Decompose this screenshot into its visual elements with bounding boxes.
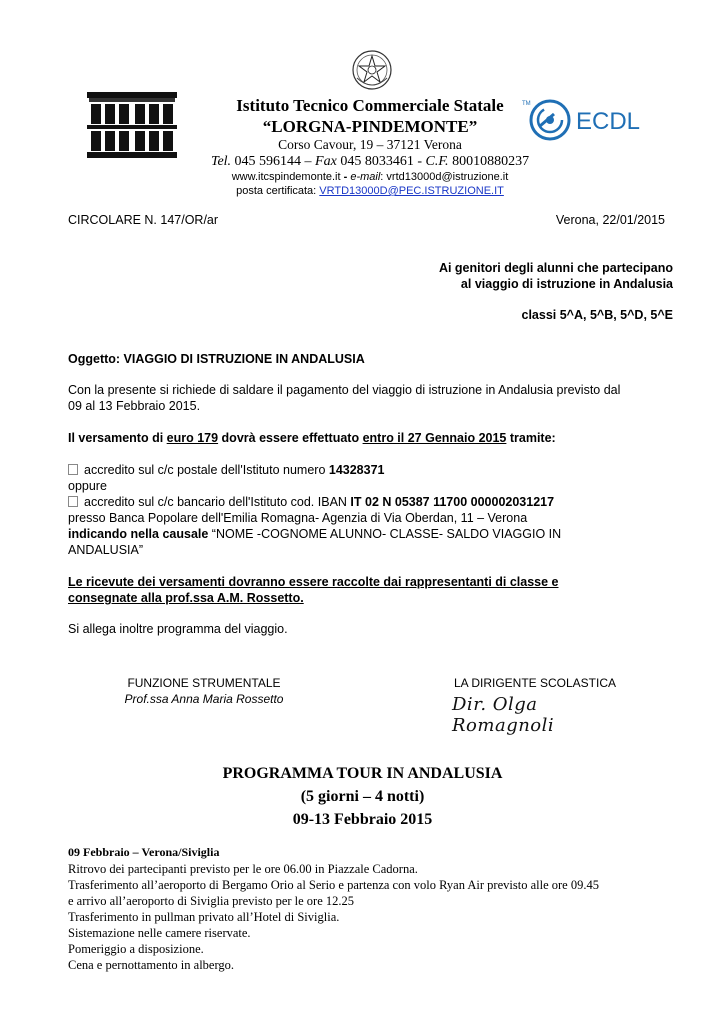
signature-right xyxy=(430,675,640,691)
option-bank-text: accredito sul c/c bancario dell'Istituto cod. IBAN xyxy=(84,495,351,509)
email-address[interactable]: : vrtd13000d@istruzione.it xyxy=(380,171,509,183)
pec-label: posta certificata: xyxy=(236,185,320,197)
web-email-line xyxy=(180,170,560,184)
pec-link[interactable]: VRTD13000D@PEC.ISTRUZIONE.IT xyxy=(319,185,504,197)
signature-left xyxy=(94,675,314,707)
program-title: PROGRAMMA TOUR IN ANDALUSIA xyxy=(222,765,503,782)
contact-phone-line xyxy=(180,153,560,170)
option-bank xyxy=(68,494,554,510)
letterhead xyxy=(0,0,725,200)
receipts-line2: consegnate alla prof.ssa A.M. Rossetto. xyxy=(68,591,304,605)
program-duration: (5 giorni – 4 notti) xyxy=(300,788,425,805)
option-postal-text: accredito sul c/c postale dell'Istituto numero xyxy=(84,463,329,477)
circolare-date: Verona, 22/01/2015 xyxy=(555,213,665,227)
receipts-line1: Le ricevute dei versamenti dovranno essere raccolte dai rappresentanti di classe e xyxy=(68,575,559,589)
recipients-line1: Ai genitori degli alunni che partecipano xyxy=(438,261,673,275)
ecdl-logo xyxy=(522,96,652,142)
checkbox-icon xyxy=(68,464,78,475)
handwritten-signature: Dir. Olga Romagnoli xyxy=(452,694,555,736)
school-building-logo xyxy=(87,92,177,158)
institute-address: Corso Cavour, 19 – 37121 Verona xyxy=(278,137,462,152)
right-role: LA DIRIGENTE SCOLASTICA xyxy=(453,676,617,690)
tel-label: Tel. xyxy=(210,154,232,169)
institute-subname: “LORGNA-PINDEMONTE” xyxy=(262,117,478,136)
payment-text-1: Il versamento di xyxy=(68,431,167,445)
causale-line xyxy=(68,526,561,542)
iban: IT 02 N 05387 11700 000002031217 xyxy=(350,495,555,509)
recipients-classes: classi 5^A, 5^B, 5^D, 5^E xyxy=(521,308,673,322)
attachment-note: Si allega inoltre programma del viaggio. xyxy=(68,622,288,636)
intro-line2: 09 al 13 Febbraio 2015. xyxy=(68,399,201,413)
email-label: e-mail xyxy=(350,171,381,183)
program-line: e arrivo all’aeroporto di Siviglia previsto per le ore 12.25 xyxy=(68,894,355,908)
program-line: Pomeriggio a disposizione. xyxy=(68,942,204,956)
postal-account-number: 14328371 xyxy=(328,463,385,477)
ecdl-tm: TM xyxy=(522,101,531,107)
institute-info xyxy=(180,95,560,198)
program-line: Sistemazione nelle camere riservate. xyxy=(68,926,251,940)
bank-details: presso Banca Popolare dell'Emilia Romagna- Agenzia di Via Oberdan, 11 – Verona xyxy=(68,511,528,525)
ecdl-wordmark: ECDL xyxy=(576,108,641,135)
oggetto: Oggetto: VIAGGIO DI ISTRUZIONE IN ANDALUSIA xyxy=(68,352,365,366)
circolare-number: CIRCOLARE N. 147/OR/ar xyxy=(68,213,219,227)
causale-line2: ANDALUSIA” xyxy=(68,543,144,557)
payment-text-3: tramite: xyxy=(506,431,556,445)
option-postal xyxy=(68,462,385,478)
payment-sentence xyxy=(68,430,556,446)
pec-line xyxy=(180,184,560,198)
left-role: FUNZIONE STRUMENTALE xyxy=(127,676,281,690)
program-line: Cena e pernottamento in albergo. xyxy=(68,958,235,972)
fax-number: 045 8033461 xyxy=(340,154,414,169)
italian-republic-emblem xyxy=(351,48,393,92)
checkbox-icon xyxy=(68,496,78,507)
recipients-line2: al viaggio di istruzione in Andalusia xyxy=(460,277,673,291)
institute-name: Istituto Tecnico Commerciale Statale xyxy=(236,96,504,115)
left-name: Prof.ssa Anna Maria Rossetto xyxy=(124,692,284,706)
program-line: Trasferimento all’aeroporto di Bergamo Orio al Serio e partenza con volo Ryan Air previsto alle ore 09.45 xyxy=(68,878,599,892)
fax-label: – Fax xyxy=(304,154,337,169)
program-line: Ritrovo dei partecipanti previsto per le ore 06.00 in Piazzale Cadorna. xyxy=(68,862,418,876)
intro-line1: Con la presente si richiede di saldare il pagamento del viaggio di istruzione in Andalusia previsto dal xyxy=(68,383,621,397)
tel-number: 045 596144 xyxy=(234,154,302,169)
website-link[interactable]: www.itcspindemonte.it xyxy=(231,171,341,183)
payment-deadline: entro il 27 Gennaio 2015 xyxy=(362,431,507,445)
cf-number: 80010880237 xyxy=(452,154,530,169)
causale-label: indicando nella causale xyxy=(68,527,209,541)
day-heading: 09 Febbraio – Verona/Siviglia xyxy=(68,845,220,859)
payment-text-2: dovrà essere effettuato xyxy=(218,431,363,445)
oppure: oppure xyxy=(68,479,107,493)
payment-amount: euro 179 xyxy=(166,431,219,445)
program-dates: 09-13 Febbraio 2015 xyxy=(292,811,433,828)
separator: - xyxy=(340,171,351,183)
cf-label: - C.F. xyxy=(417,154,449,169)
program-line: Trasferimento in pullman privato all’Hotel di Siviglia. xyxy=(68,910,340,924)
causale-text: “NOME -COGNOME ALUNNO- CLASSE- SALDO VIAGGIO IN xyxy=(208,527,562,541)
